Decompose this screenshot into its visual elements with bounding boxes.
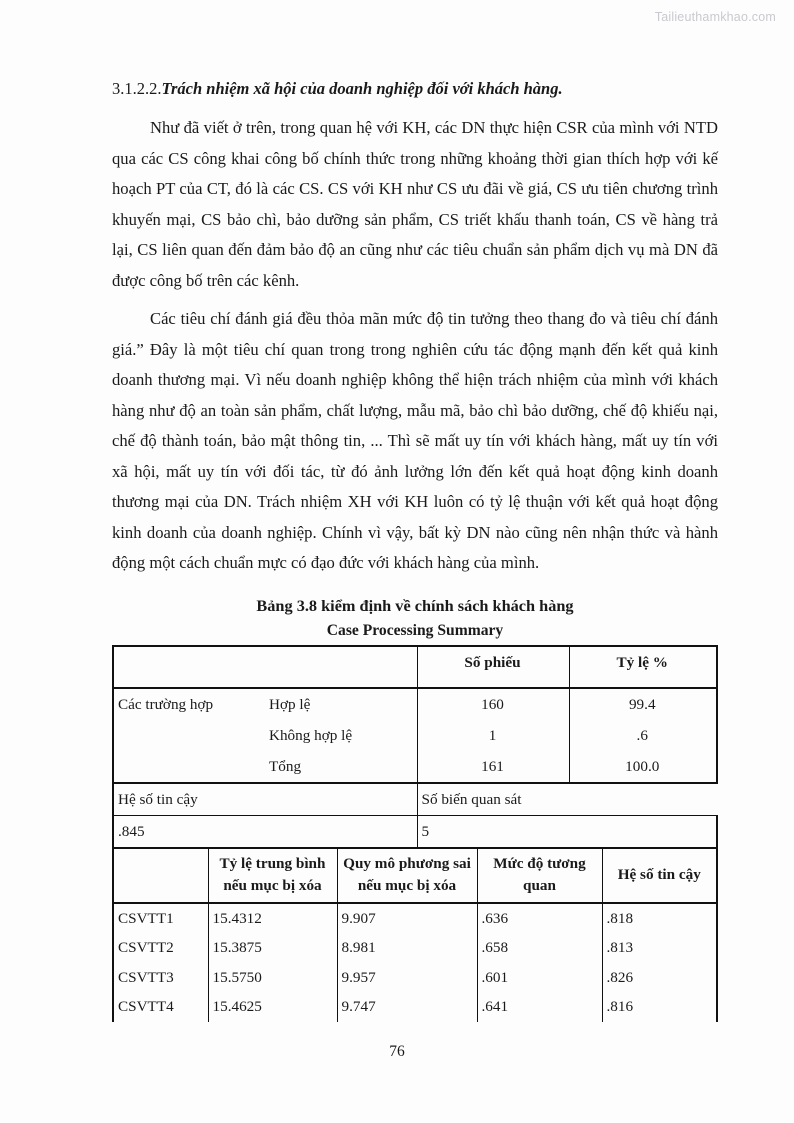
row-label-invalid: Không hợp lệ [265, 720, 417, 751]
paragraph-1: Như đã viết ở trên, trong quan hệ với KH, các DN thực hiện CSR của mình với NTD qua các CS công khai công bố chính thức trong những khoảng thời gian thích hợp với kế hoạch PT của CT, đó là các CS. CS với KH như CS ưu đãi về giá, CS ưu tiên chương trình khuyến mại, CS bảo chì, bảo dưỡng sản phẩm, CS triết khấu thanh toán, CS về hàng trả lại, CS liên quan đến đảm bảo độ an cũng như các tiêu chuẩn sản phẩm dịch vụ mà DN đã được công bố trên các kênh. [112, 118, 718, 290]
table-row [113, 963, 717, 993]
cell-correlation: .641 [477, 992, 602, 1022]
cell-scale-mean: 15.5750 [208, 963, 337, 993]
cell-invalid-pct: .6 [569, 720, 717, 751]
cell-scale-variance: 9.907 [337, 903, 477, 934]
case-processing-summary-table [112, 645, 718, 849]
reliability-value-row [113, 815, 717, 848]
cell-total-n: 161 [417, 751, 569, 783]
label-items-cell: Số biến quan sát [417, 783, 717, 816]
row-label-total: Tổng [265, 751, 417, 783]
page-content [112, 78, 718, 1022]
group-spacer-cell [113, 720, 265, 751]
value-items-cell: 5 [417, 815, 717, 848]
case-processing-table-wrapper [112, 645, 716, 1022]
header-item-blank [113, 849, 208, 903]
cell-scale-variance: 9.747 [337, 992, 477, 1022]
table-row [113, 992, 717, 1022]
section-number: 3.1.2.2. [112, 79, 162, 98]
header-blank-cell [113, 646, 265, 688]
cell-item-name: CSVTT2 [113, 933, 208, 963]
cell-scale-mean: 15.4625 [208, 992, 337, 1022]
cell-scale-variance: 8.981 [337, 933, 477, 963]
cell-item-name: CSVTT3 [113, 963, 208, 993]
page-number: 76 [389, 1043, 405, 1060]
header-ty-le: Tỷ lệ % [569, 646, 717, 688]
cell-total-pct: 100.0 [569, 751, 717, 783]
reliability-label-row [113, 783, 717, 816]
cell-correlation: .636 [477, 903, 602, 934]
header-alpha-if-deleted: Hệ số tin cậy [602, 849, 717, 903]
header-scale-mean: Tỷ lệ trung bình nếu mục bị xóa [208, 849, 337, 903]
item-total-statistics-table [112, 849, 718, 1022]
section-heading [112, 78, 718, 99]
cell-item-name: CSVTT1 [113, 903, 208, 934]
table-caption: Bảng 3.8 kiểm định về chính sách khách hàng [256, 595, 574, 615]
group-spacer-cell-2 [113, 751, 265, 783]
cell-correlation: .658 [477, 933, 602, 963]
cell-scale-mean: 15.4312 [208, 903, 337, 934]
header-so-phieu: Số phiếu [417, 646, 569, 688]
table-header-row [113, 646, 717, 688]
cell-alpha: .813 [602, 933, 717, 963]
table-row [113, 903, 717, 934]
table-subcaption: Case Processing Summary [326, 621, 504, 639]
cell-valid-n: 160 [417, 688, 569, 720]
value-alpha-cell: .845 [113, 815, 265, 848]
row-label-valid: Hợp lệ [265, 688, 417, 720]
header-corrected-correlation: Mức độ tương quan [477, 849, 602, 903]
value-alpha-spacer [265, 815, 417, 848]
cell-item-name: CSVTT4 [113, 992, 208, 1022]
table-row [113, 688, 717, 720]
cell-scale-mean: 15.3875 [208, 933, 337, 963]
header-scale-variance: Quy mô phương sai nếu mục bị xóa [337, 849, 477, 903]
header-blank-cell-2 [265, 646, 417, 688]
table-row [113, 720, 717, 751]
cell-invalid-n: 1 [417, 720, 569, 751]
label-alpha-spacer [265, 783, 417, 816]
cell-correlation: .601 [477, 963, 602, 993]
group-label-cell: Các trường hợp [113, 688, 265, 720]
section-title: Trách nhiệm xã hội của doanh nghiệp đối với khách hàng. [161, 79, 563, 98]
cell-alpha: .826 [602, 963, 717, 993]
cell-alpha: .818 [602, 903, 717, 934]
watermark: Tailieuthamkhao.com [654, 10, 776, 24]
table-row [113, 933, 717, 963]
table-header-row [113, 849, 717, 903]
paragraph-2: Các tiêu chí đánh giá đều thỏa mãn mức độ tin tưởng theo thang đo và tiêu chí đánh giá.” Đây là một tiêu chí quan trong trong nghiên cứu tác động mạnh đến kết quả kinh doanh thương mại. Vì nếu doanh nghiệp không thể hiện trách nhiệm của mình với khách hàng như độ an toàn sản phẩm, chất lượng, mẫu mã, bảo chì bảo dưỡng, chế độ khiếu nại, chế độ thành toán, bảo mật thông tin, ... Thì sẽ mất uy tín với khách hàng, mất uy tín với xã hội, mất uy tín với đối tác, từ đó ảnh lưởng lớn đến kết quả hoạt động kinh doanh thương mại của DN. Trách nhiệm XH với KH luôn có tỷ lệ thuận với kết quả hoạt động kinh doanh của doanh nghiệp. Chính vì vậy, bất kỳ DN nào cũng nên nhận thức và hành động một cách chuẩn mực có đạo đức với khách hàng của mình. [112, 309, 718, 573]
cell-scale-variance: 9.957 [337, 963, 477, 993]
table-row [113, 751, 717, 783]
cell-alpha: .816 [602, 992, 717, 1022]
cell-valid-pct: 99.4 [569, 688, 717, 720]
label-alpha-cell: Hệ số tin cậy [113, 783, 265, 816]
